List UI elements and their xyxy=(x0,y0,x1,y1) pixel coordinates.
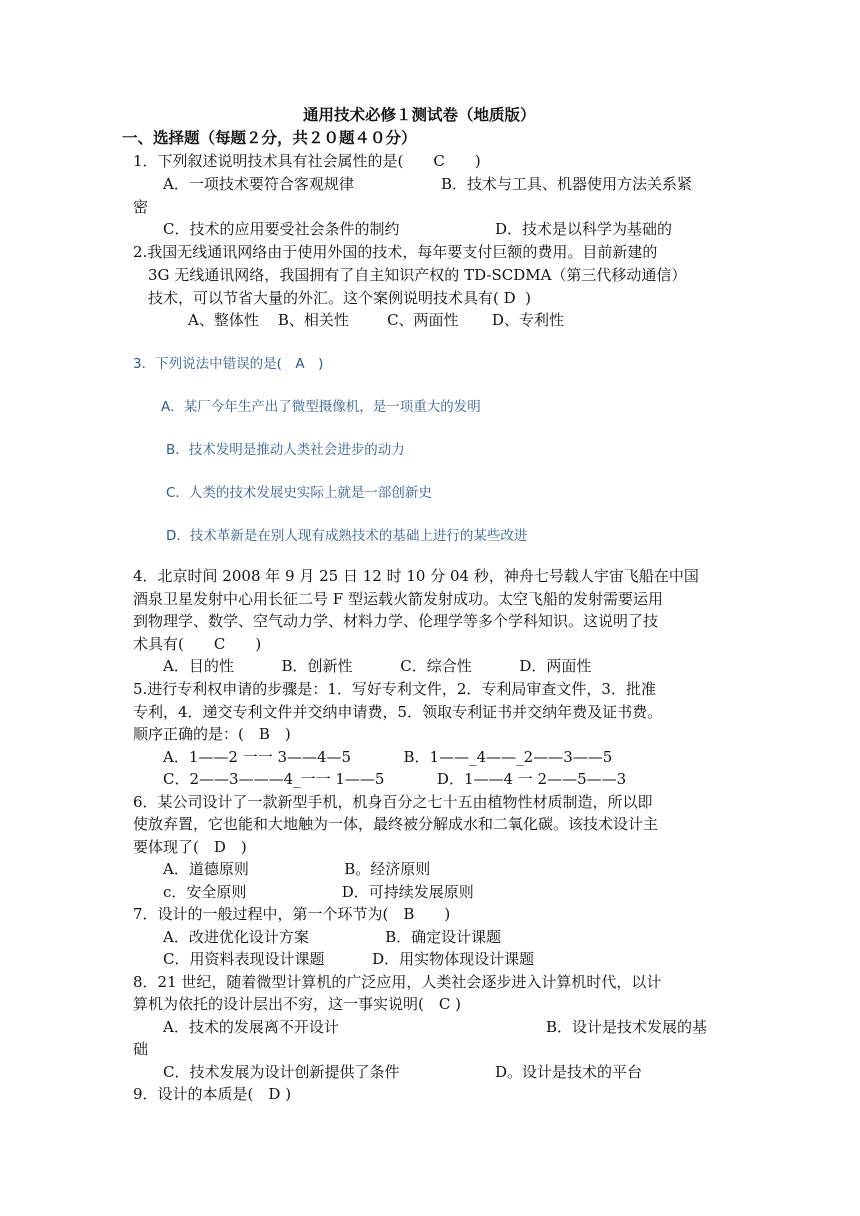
question-6-options-ab: A．道德原则 B。经济原则 xyxy=(163,860,431,878)
question-1-option-b: B．技术与工具、机器使用方法关系紧 xyxy=(441,175,693,193)
question-8-option-b-continued: 础 xyxy=(133,1040,149,1058)
question-2-options: A、整体性 B、相关性 C、两面性 D、专利性 xyxy=(188,311,564,329)
question-5-line-2: 专利，4．递交专利文件并交纳申请费，5．领取专利证书并交纳年费及证书费。 xyxy=(133,703,663,721)
question-8-line-2: 算机为依托的设计层出不穷，这一事实说明( C ) xyxy=(133,995,461,1013)
question-1-stem: 1．下列叙述说明技术具有社会属性的是( C ) xyxy=(133,152,481,170)
question-4-options: A．目的性 B．创新性 C．综合性 D．两面性 xyxy=(163,657,592,675)
question-3-stem: 3．下列说法中错误的是( A ) xyxy=(133,356,324,372)
question-3-option-b: B．技术发明是推动人类社会进步的动力 xyxy=(166,442,405,458)
question-6-line-1: 6．某公司设计了一款新型手机，机身百分之七十五由植物性材质制造，所以即 xyxy=(133,793,653,811)
question-6-options-cd: c．安全原则 D．可持续发展原则 xyxy=(163,883,474,901)
question-1-option-c: C．技术的应用要受社会条件的制约 xyxy=(163,220,400,238)
question-5-line-3: 顺序正确的是：( B ) xyxy=(133,725,291,743)
question-4-line-3: 到物理学、数学、空气动力学、材料力学、伦理学等多个学科知识。这说明了技 xyxy=(133,612,659,630)
question-4-line-4: 术具有( C ) xyxy=(133,635,262,653)
section-heading: 一、选择题（每题２分，共２０题４０分） xyxy=(122,128,417,147)
question-8-option-d: D。设计是技术的平台 xyxy=(495,1063,643,1081)
question-8-option-c: C．技术发展为设计创新提供了条件 xyxy=(163,1063,400,1081)
question-1-option-d: D．技术是以科学为基础的 xyxy=(495,220,673,238)
question-4-line-2: 酒泉卫星发射中心用长征二号 F 型运载火箭发射成功。太空飞船的发射需要运用 xyxy=(133,590,663,608)
question-2-line-2: 3G 无线通讯网络，我国拥有了自主知识产权的 TD-SCDMA（第三代移动通信） xyxy=(148,266,687,284)
question-8-option-b: B．设计是技术发展的基 xyxy=(546,1018,708,1036)
question-4-line-1: 4．北京时间 2008 年 9 月 25 日 12 时 10 分 04 秒，神舟七号载人宇宙飞船在中国 xyxy=(133,567,699,585)
question-3-option-c: C．人类的技术发展史实际上就是一部创新史 xyxy=(166,485,432,501)
question-2-line-3: 技术，可以节省大量的外汇。这个案例说明技术具有( D ) xyxy=(148,289,532,307)
question-7-stem: 7．设计的一般过程中，第一个环节为( B ) xyxy=(133,905,451,923)
question-1-option-b-continued: 密 xyxy=(133,198,149,216)
question-7-options-cd: C．用资料表现设计课题 D．用实物体现设计课题 xyxy=(163,950,535,968)
question-5-line-1: 5.进行专利权申请的步骤是：1．写好专利文件，2．专利局审查文件，3．批准 xyxy=(133,680,656,698)
question-6-line-3: 要体现了( D ) xyxy=(133,838,247,856)
question-5-options-cd: C．2——3———4_一一 1——5 D．1——4 一 2——5——3 xyxy=(163,770,627,788)
question-3-option-d: D．技术革新是在别人现有成熟技术的基础上进行的某些改进 xyxy=(166,528,528,544)
question-9-stem: 9．设计的本质是( D ) xyxy=(133,1085,292,1103)
question-2-line-1: 2.我国无线通讯网络由于使用外国的技术，每年要支付巨额的费用。目前新建的 xyxy=(133,243,658,261)
question-8-option-a: A．技术的发展离不开设计 xyxy=(163,1018,339,1036)
question-1-option-a: A．一项技术要符合客观规律 xyxy=(163,175,354,193)
question-5-options-ab: A．1——2 一一 3——4—5 B．1——_4——_2——3——5 xyxy=(163,748,613,766)
question-8-line-1: 8．21 世纪，随着微型计算机的广泛应用，人类社会逐步进入计算机时代，以计 xyxy=(133,973,662,991)
question-6-line-2: 使放弃置，它也能和大地触为一体，最终被分解成水和二氧化碳。该技术设计主 xyxy=(133,815,659,833)
question-3-option-a: A．某厂今年生产出了微型摄像机，是一项重大的发明 xyxy=(161,399,481,415)
document-title: 通用技术必修１测试卷（地质版） xyxy=(303,105,536,124)
question-7-options-ab: A．改进优化设计方案 B．确定设计课题 xyxy=(163,928,502,946)
